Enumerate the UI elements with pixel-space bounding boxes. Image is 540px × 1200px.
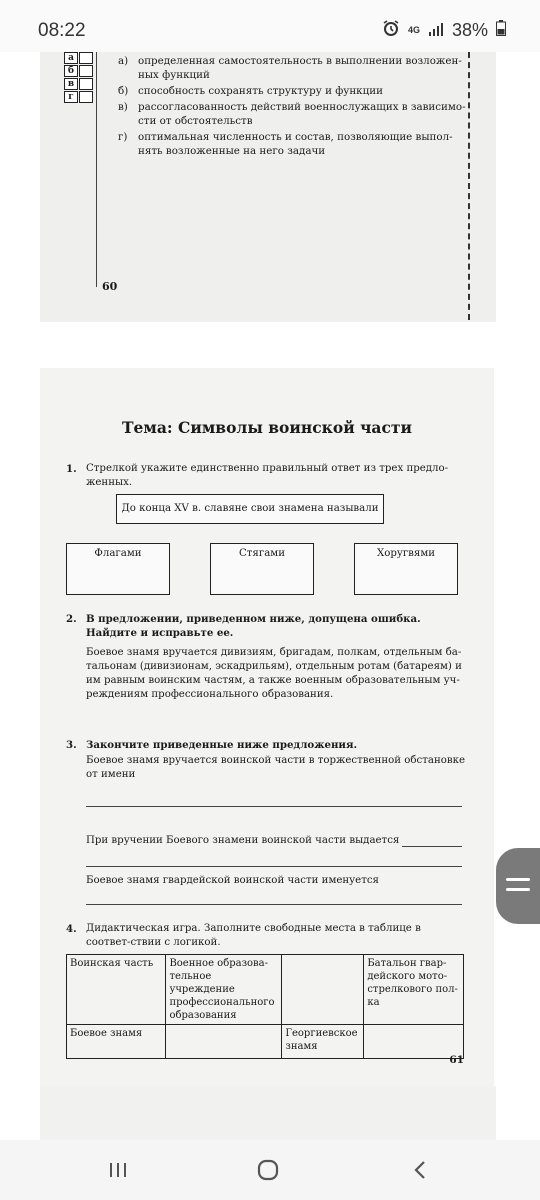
page-61 bbox=[40, 368, 494, 1086]
answer-boxes bbox=[64, 52, 93, 104]
topic-title: Тема: Символы воинской части bbox=[121, 418, 413, 437]
status-time: 08:22 bbox=[38, 20, 86, 41]
question-text: Закончите приведенные ниже предложения. bbox=[86, 739, 358, 751]
question-text: Дидактическая игра. Заполните свободные места в таблице в соответ-ствии с логикой. bbox=[86, 923, 421, 948]
answer-line bbox=[402, 846, 462, 847]
answer-box bbox=[79, 91, 93, 103]
table-row bbox=[67, 1025, 464, 1059]
option-item: в) рассогласованность действий военнослужащих в зависимо-сти от обстоятельств bbox=[118, 101, 466, 127]
answer-option: Хоругвями bbox=[354, 543, 458, 595]
table-cell: Военное образова-тельное учреждение профессионального образования bbox=[166, 955, 282, 1025]
answer-letter: а bbox=[64, 52, 78, 64]
answer-line bbox=[86, 866, 462, 867]
handle-grip-icon bbox=[506, 888, 530, 891]
option-list bbox=[118, 54, 468, 160]
table-cell bbox=[282, 955, 364, 1025]
answer-option: Флагами bbox=[66, 543, 170, 595]
prompt-box: До конца XV в. славяне свои знамена называли bbox=[116, 494, 384, 524]
home-button[interactable] bbox=[248, 1154, 288, 1186]
table-cell: Воинская часть bbox=[67, 955, 166, 1025]
recent-apps-icon bbox=[108, 1161, 128, 1179]
question-number: 3. bbox=[66, 739, 77, 751]
battery-icon bbox=[496, 20, 506, 41]
sentence-2: При вручении Боевого знамени воинской части выдается bbox=[86, 835, 400, 846]
question-number: 1. bbox=[66, 463, 77, 475]
document-viewer[interactable] bbox=[0, 52, 540, 1140]
question-text: В предложении, приведенном ниже, допущена ошибка. Найдите и исправьте ее. bbox=[86, 613, 421, 639]
question-number: 4. bbox=[66, 923, 77, 935]
error-sentence: Боевое знамя вручается дивизиям, бригадам, полкам, отдельным ба-тальонам (дивизионам, эскадрильям), отдельным ротам (батареям) и им равным воинским частям, а также военным образовательным уч-реждениям профессионального образования. bbox=[86, 647, 462, 700]
answer-line bbox=[86, 806, 462, 807]
answer-option: Стягами bbox=[210, 543, 314, 595]
page-number: 60 bbox=[102, 280, 118, 293]
table-cell: Батальон гвар-дейского мото-стрелкового пол-ка bbox=[364, 955, 464, 1025]
cut-line bbox=[468, 52, 470, 320]
answer-letter: г bbox=[64, 91, 78, 103]
status-icons bbox=[382, 19, 506, 42]
page-number: 61 bbox=[449, 1054, 464, 1066]
question-1 bbox=[66, 462, 466, 490]
signal-icon bbox=[428, 20, 444, 41]
answer-box bbox=[79, 78, 93, 90]
sentence-1: Боевое знамя вручается воинской части в торжественной обстановке от имени bbox=[86, 755, 466, 780]
next-page bbox=[40, 1086, 496, 1140]
question-3 bbox=[66, 738, 466, 752]
option-item: а) определенная самостоятельность в выполнении возложен-ных функций bbox=[118, 55, 462, 81]
logic-table bbox=[66, 954, 464, 1059]
table-cell: Боевое знамя bbox=[67, 1025, 166, 1059]
margin-rule bbox=[96, 52, 97, 287]
battery-percent: 38% bbox=[451, 20, 488, 40]
navigation-bar bbox=[0, 1140, 540, 1200]
option-item: г) оптимальная численность и состав, позволяющие выпол-нять возложенные на него задачи bbox=[118, 131, 453, 157]
page-60 bbox=[40, 52, 496, 322]
handle-grip-icon bbox=[506, 878, 530, 881]
home-icon bbox=[256, 1158, 280, 1182]
scroll-handle[interactable] bbox=[496, 848, 540, 924]
back-button[interactable] bbox=[400, 1154, 440, 1186]
option-item: б) способность сохранять структуру и функции bbox=[118, 85, 383, 97]
answer-letter: б bbox=[64, 65, 78, 77]
question-2 bbox=[66, 612, 466, 640]
table-cell: Георгиевское знамя bbox=[282, 1025, 364, 1059]
network-type: 4G bbox=[407, 25, 420, 35]
back-icon bbox=[412, 1159, 428, 1181]
status-bar bbox=[0, 0, 540, 52]
answer-letter: в bbox=[64, 78, 78, 90]
question-number: 2. bbox=[66, 613, 77, 625]
table-cell bbox=[166, 1025, 282, 1059]
question-text: Стрелкой укажите единственно правильный ответ из трех предло-женных. bbox=[86, 463, 449, 488]
recent-apps-button[interactable] bbox=[98, 1154, 138, 1186]
answer-box bbox=[79, 65, 93, 77]
question-2-sentence bbox=[66, 646, 466, 702]
table-row bbox=[67, 955, 464, 1025]
answer-box bbox=[79, 52, 93, 64]
sentence-3: Боевое знамя гвардейской воинской части именуется bbox=[86, 875, 379, 886]
question-4 bbox=[66, 922, 466, 950]
alarm-icon bbox=[382, 19, 400, 42]
answer-line bbox=[86, 904, 462, 905]
